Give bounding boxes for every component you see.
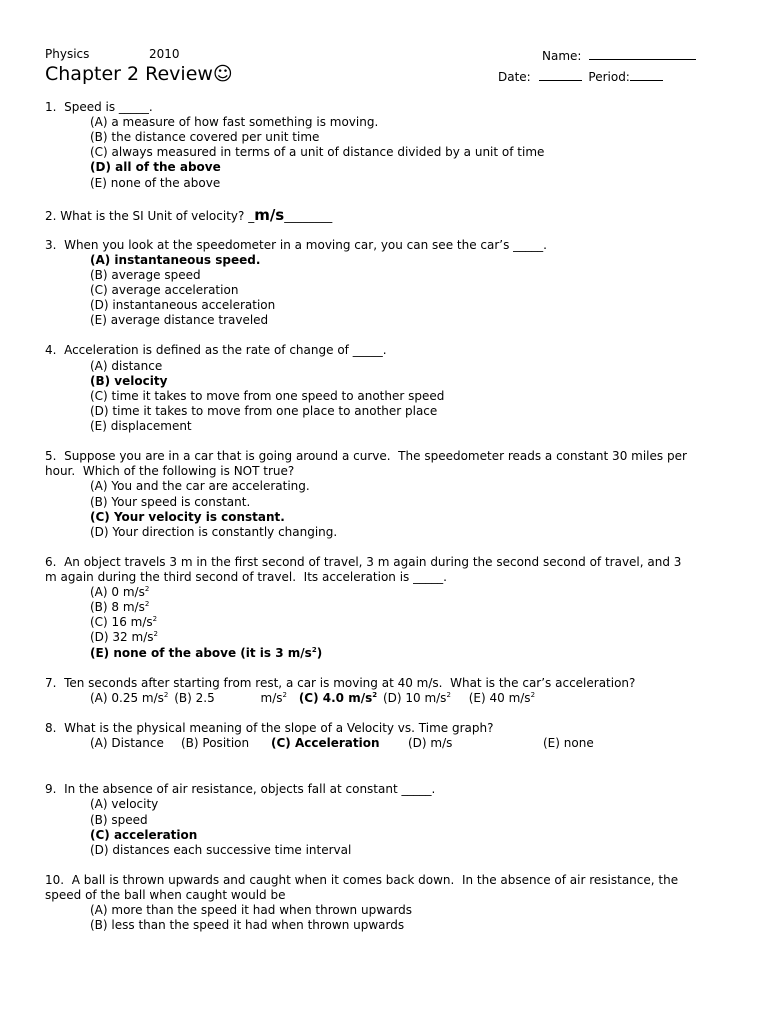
spacer — [45, 661, 735, 676]
option-a: (A) You and the car are accelerating. — [90, 479, 310, 494]
option-b — [174, 691, 215, 706]
question-2 — [45, 206, 735, 225]
worksheet-page — [45, 47, 735, 933]
option-a: (A) velocity — [90, 797, 159, 812]
option-d: (D) Your direction is constantly changing. — [90, 524, 338, 539]
question-6 — [45, 555, 735, 661]
answer-options — [90, 359, 735, 434]
question-text: 2. What is the SI Unit of velocity? _ — [45, 208, 255, 223]
option-a — [90, 691, 168, 706]
option-d — [90, 630, 735, 645]
option-d: (D) distances each successive time interval — [90, 842, 352, 857]
date-period-field — [498, 68, 663, 85]
option-a-correct: (A) instantaneous speed. — [90, 252, 261, 267]
name-blank — [589, 47, 696, 60]
question-text-line-1: 5. Suppose you are in a car that is going around a curve. The speedometer reads a constant 30 miles per — [45, 449, 687, 464]
question-text: 8. What is the physical meaning of the slope of a Velocity vs. Time graph? — [45, 721, 494, 736]
option-a: (A) distance — [90, 358, 163, 373]
question-1 — [45, 100, 735, 191]
option-b-unit-text: m/s — [260, 690, 283, 705]
superscript: 2 — [144, 600, 150, 609]
superscript: 2 — [144, 585, 150, 594]
option-c-correct: (C) Acceleration — [271, 736, 380, 751]
question-7 — [45, 676, 735, 706]
option-e-text: (E) none of the above (it is 3 m/s — [90, 645, 312, 660]
question-text: 9. In the absence of air resistance, objects fall at constant _____. — [45, 782, 436, 797]
answer-options — [90, 479, 735, 539]
option-a: (A) Distance — [90, 736, 164, 751]
option-b-text: (B) 2.5 — [174, 690, 215, 705]
option-e: (E) displacement — [90, 418, 192, 433]
question-9 — [45, 782, 735, 858]
answer-options-inline — [90, 736, 735, 752]
option-c-text: (C) 16 m/s — [90, 615, 153, 630]
date-blank — [539, 68, 582, 81]
option-b-text: (B) 8 m/s — [90, 600, 145, 615]
question-text: 3. When you look at the speedometer in a moving car, you can see the car’s _____. — [45, 237, 547, 252]
spacer — [45, 540, 735, 555]
answer-options — [90, 585, 735, 660]
superscript: 2 — [282, 690, 287, 699]
option-b-unit — [261, 691, 287, 706]
period-blank — [630, 68, 663, 81]
superscript: 2 — [530, 690, 536, 699]
question-text-line-2: speed of the ball when caught would be — [45, 888, 286, 903]
option-d-text: (D) 32 m/s — [90, 630, 154, 645]
spacer — [45, 706, 735, 721]
answer-options — [90, 797, 735, 857]
option-e-close: ) — [316, 645, 323, 660]
option-c: (C) time it takes to move from one speed to another speed — [90, 388, 445, 403]
option-b: (B) the distance covered per unit time — [90, 130, 320, 145]
question-text-line-2: hour. Which of the following is NOT true? — [45, 464, 295, 479]
option-a: (A) a measure of how fast something is moving. — [90, 115, 379, 130]
spacer — [45, 752, 735, 782]
option-b: (B) less than the speed it had when thrown upwards — [90, 918, 405, 933]
question-8 — [45, 721, 735, 752]
year-label: 2010 — [149, 47, 180, 61]
worksheet-header — [45, 47, 735, 97]
question-3 — [45, 238, 735, 329]
option-d: (D) instantaneous acceleration — [90, 298, 276, 313]
option-c: (C) always measured in terms of a unit of distance divided by a unit of time — [90, 145, 545, 160]
answer-options — [90, 253, 735, 328]
question-10 — [45, 873, 735, 934]
superscript: 2 — [163, 690, 169, 699]
option-c-text: (C) 4.0 m/s — [298, 690, 373, 705]
question-text: 4. Acceleration is defined as the rate of change of _____. — [45, 343, 387, 358]
option-e-correct — [90, 646, 735, 661]
option-c-correct: (C) acceleration — [90, 827, 198, 842]
period-label: Period: — [588, 70, 630, 84]
option-d — [383, 691, 451, 706]
superscript: 2 — [153, 630, 158, 639]
option-b: (B) speed — [90, 812, 148, 827]
superscript: 2 — [372, 690, 378, 699]
option-a-text: (A) 0.25 m/s — [90, 690, 164, 705]
superscript: 2 — [311, 645, 317, 654]
option-b — [90, 600, 735, 615]
spacer — [45, 225, 735, 238]
answer-options — [90, 903, 735, 933]
question-text: 7. Ten seconds after starting from rest, a car is moving at 40 m/s. What is the car’s acceleration? — [45, 675, 636, 690]
question-list — [45, 100, 735, 933]
question-5 — [45, 449, 735, 540]
option-d: (D) time it takes to move from one place to another place — [90, 403, 438, 418]
question-text-line-1: 6. An object travels 3 m in the first second of travel, 3 m again during the second second of travel, and 3 — [45, 554, 682, 569]
subject-label: Physics — [45, 47, 90, 61]
option-d: (D) m/s — [408, 736, 453, 751]
option-a: (A) more than the speed it had when thrown upwards — [90, 903, 412, 918]
option-e: (E) none — [543, 736, 594, 751]
option-e: (E) none of the above — [90, 175, 221, 190]
option-b-correct: (B) velocity — [90, 373, 168, 388]
option-d-text: (D) 10 m/s — [382, 690, 447, 705]
question-text-line-2: m again during the third second of travel. Its acceleration is _____. — [45, 570, 447, 584]
name-label: Name: — [542, 49, 582, 63]
date-label: Date: — [498, 70, 531, 84]
superscript: 2 — [446, 690, 451, 699]
option-e: (E) average distance traveled — [90, 313, 269, 328]
option-c: (C) average acceleration — [90, 283, 239, 298]
answer-written: m/s — [254, 205, 285, 224]
answer-blank-tail: ________ — [284, 208, 333, 223]
superscript: 2 — [152, 615, 158, 624]
option-c-correct: (C) Your velocity is constant. — [90, 509, 285, 524]
spacer — [45, 434, 735, 449]
option-c-correct — [299, 691, 377, 706]
answer-options-inline — [90, 691, 735, 706]
option-d-correct: (D) all of the above — [90, 160, 221, 175]
answer-options — [90, 115, 735, 190]
option-b: (B) Position — [181, 736, 250, 751]
option-e-text: (E) 40 m/s — [468, 690, 531, 705]
page-title: Chapter 2 Review☺ — [45, 63, 233, 85]
option-b: (B) Your speed is constant. — [90, 494, 251, 509]
option-a-text: (A) 0 m/s — [90, 585, 145, 600]
name-field — [542, 47, 696, 63]
spacer — [45, 191, 735, 206]
option-b: (B) average speed — [90, 267, 201, 282]
option-c — [90, 615, 735, 630]
question-4 — [45, 343, 735, 434]
spacer — [45, 858, 735, 873]
question-text: 1. Speed is _____. — [45, 100, 153, 114]
spacer — [45, 328, 735, 343]
option-e — [469, 691, 535, 706]
question-text-line-1: 10. A ball is thrown upwards and caught when it comes back down. In the absence of air resistance, the — [45, 872, 679, 887]
option-a — [90, 585, 735, 600]
